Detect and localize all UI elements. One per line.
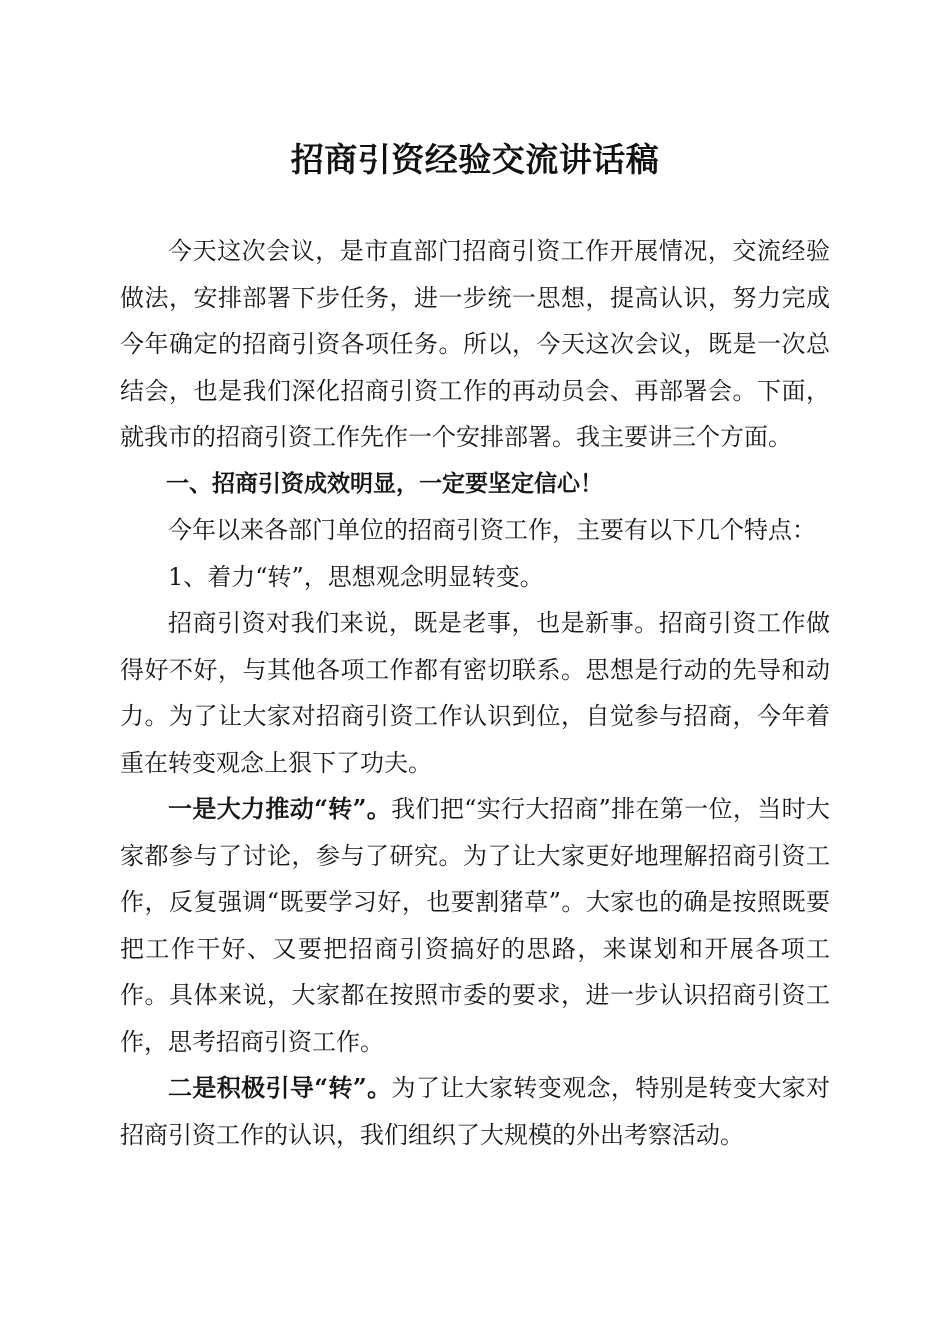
item-paragraph: [120, 1065, 830, 1158]
point-body-paragraph: 招商引资对我们来说，既是老事，也是新事。招商引资工作做得好不好，与其他各项工作都有密切联系。思想是行动的先导和动力。为了让大家对招商引资工作认识到位，自觉参与招商，今年着重在转变观念上狠下了功夫。: [120, 609, 830, 777]
item-paragraph: [120, 786, 830, 1065]
item-body: 我们把“实行大招商”排在第一位，当时大家都参与了讨论，参与了研究。为了让大家更好地理解招商引资工作，反复强调“既要学习好，也要割猪草”。大家也的确是按照既要把工作干好、又要把招商引资搞好的思路，来谋划和开展各项工作。具体来说，大家都在按照市委的要求，进一步认识招商引资工作，思考招商引资工作。: [120, 795, 830, 1056]
section-heading: 一、招商引资成效明显，一定要坚定信心！: [166, 470, 603, 497]
item-body: 为了让大家转变观念，特别是转变大家对招商引资工作的认识，我们组织了大规模的外出考察活动。: [120, 1074, 831, 1149]
intro-paragraph: 今天这次会议，是市直部门招商引资工作开展情况，交流经验做法，安排部署下步任务，进一步统一思想，提高认识，努力完成今年确定的招商引资各项任务。所以，今天这次会议，既是一次总结会，也是我们深化招商引资工作的再动员会、再部署会。下面，就我市的招商引资工作先作一个安排部署。我主要讲三个方面。: [120, 237, 830, 451]
item-lead: 二是积极引导“转”。: [168, 1073, 392, 1102]
section-intro-paragraph: 今年以来各部门单位的招商引资工作，主要有以下几个特点：: [168, 516, 816, 544]
item-lead: 一是大力推动“转”。: [168, 794, 392, 823]
point-heading: 1、着力“转”，思想观念明显转变。: [168, 562, 544, 591]
document-body: [120, 228, 830, 1158]
document-title: 招商引资经验交流讲话稿: [290, 140, 660, 179]
